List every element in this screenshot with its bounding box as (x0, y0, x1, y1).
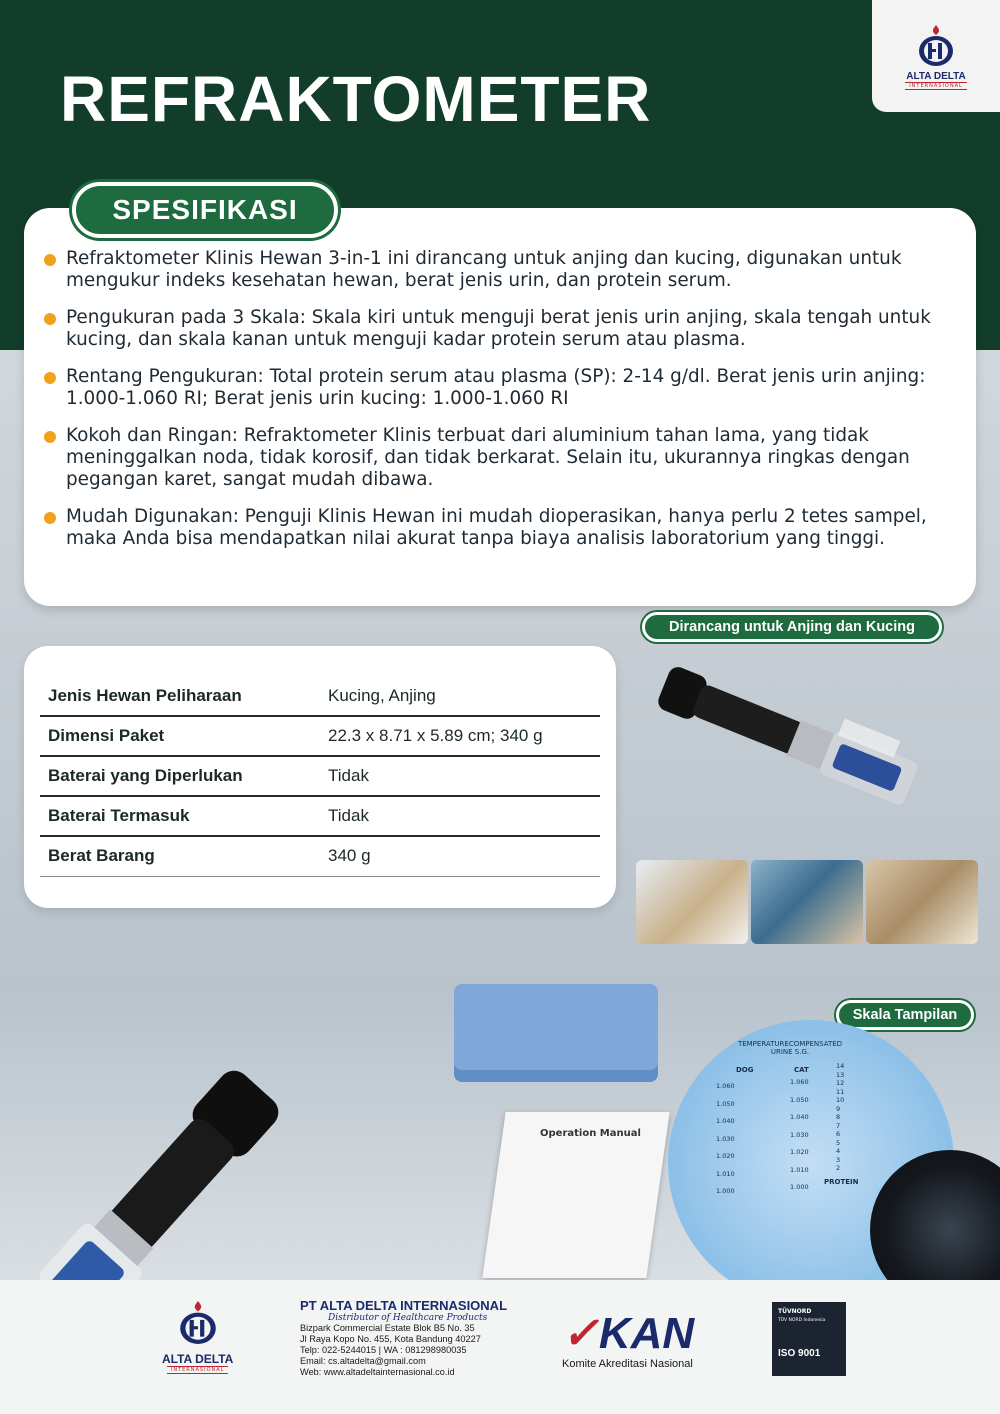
scale-tick-label: 8 (836, 1113, 841, 1121)
table-value: 22.3 x 8.71 x 5.89 cm; 340 g (320, 716, 600, 756)
spec-item (44, 506, 956, 550)
bullet-icon (44, 512, 56, 524)
scale-tick-label: 9 (836, 1104, 841, 1113)
brand-logo (872, 0, 1000, 112)
table-row (40, 836, 600, 876)
table-row (40, 676, 600, 716)
scale-tick-label: 1.010 (790, 1165, 809, 1174)
bullet-icon (44, 313, 56, 325)
scale-tick-label: 2 (836, 1164, 841, 1172)
company-tagline: Distributor of Healthcare Products (328, 1313, 488, 1323)
scale-protein-values (836, 1062, 844, 1173)
address-line: Bizpark Commercial Estate Blok B5 No. 35 (300, 1323, 475, 1333)
spec-item (44, 248, 956, 292)
page-title: REFRAKTOMETER (60, 63, 652, 135)
iso-badge (772, 1302, 846, 1376)
phone-line: Telp: 022-5244015 | WA : 081298980035 (300, 1345, 467, 1355)
scale-tick-label: 1.010 (716, 1169, 735, 1178)
tag-dog-cat: Dirancang untuk Anjing dan Kucing (642, 612, 942, 642)
table-value: Kucing, Anjing (320, 676, 600, 716)
photo-vet-dog-cat (636, 860, 748, 944)
scale-tick-label: 3 (836, 1155, 841, 1164)
scale-header: TEMPERATURECOMPENSATED URINE S.G. (737, 1040, 843, 1056)
logo-subtext: INTERNASIONAL (905, 82, 967, 90)
scale-tick-label: 14 (836, 1062, 845, 1070)
iso-subtext: TÜV NORD Indonesia (778, 1318, 826, 1323)
scale-tick-label: 1.000 (716, 1187, 735, 1195)
refractometer-closeup-image (40, 990, 370, 1290)
spec-list (44, 248, 956, 565)
iso-label: ISO 9001 (778, 1348, 821, 1359)
company-name: PT ALTA DELTA INTERNASIONAL (300, 1298, 508, 1313)
scale-tick-label: 6 (836, 1130, 841, 1138)
spec-item-text: Rentang Pengukuran: Total protein serum atau plasma (SP): 2-14 g/dl. Berat jenis urin anjing: 1.000-1.060 RI; Berat jenis urin kucing: 1.000-1.060 RI (66, 366, 926, 409)
carrying-case-image (454, 984, 658, 1082)
scale-tick-label: 1.050 (716, 1099, 735, 1108)
table-row (40, 716, 600, 756)
table-value: Tidak (320, 756, 600, 796)
scale-dog-label: DOG (736, 1066, 754, 1074)
tag-scale: Skala Tampilan (836, 1000, 974, 1030)
web-link[interactable]: Web: www.altadeltainternasional.co.id (300, 1367, 455, 1377)
table-key: Dimensi Paket (40, 716, 320, 756)
company-info (300, 1298, 507, 1378)
kan-mark-text: KAN (598, 1309, 695, 1358)
scale-tick-label: 4 (836, 1147, 841, 1155)
scale-cat-label: CAT (794, 1066, 809, 1074)
kan-subtext: Komite Akreditasi Nasional (562, 1358, 693, 1370)
scale-tick-label: 1.050 (790, 1095, 809, 1104)
scale-tick-label: 1.040 (716, 1117, 735, 1125)
footer-logo-text: ALTA DELTA (162, 1352, 234, 1366)
photo-family-dog (866, 860, 978, 944)
spec-item (44, 307, 956, 351)
spec-item-text: Kokoh dan Ringan: Refraktometer Klinis terbuat dari aluminium tahan lama, yang tidak meninggalkan noda, tidak korosif, dan tidak berkarat. Selain itu, ukurannya ringkas dengan pegangan karet, sangat mudah dibawa. (66, 425, 910, 490)
check-icon: ✓ (562, 1309, 599, 1358)
scale-tick-label: 1.060 (716, 1082, 735, 1090)
scale-tick-label: 5 (836, 1138, 841, 1147)
table-key: Baterai yang Diperlukan (40, 756, 320, 796)
bullet-icon (44, 372, 56, 384)
scale-tick-label: 13 (836, 1070, 845, 1079)
kan-logo (562, 1309, 695, 1370)
table-value: 340 g (320, 836, 600, 876)
spec-table (40, 676, 600, 877)
manual-title: Operation Manual (540, 1128, 641, 1139)
scale-tick-label: 1.030 (716, 1134, 735, 1143)
table-row (40, 756, 600, 796)
spec-item-text: Mudah Digunakan: Penguji Klinis Hewan ini mudah dioperasikan, hanya perlu 2 tetes sampel, maka Anda bisa mendapatkan nilai akurat tanpa biaya analisis laboratorium yang tinggi. (66, 506, 927, 549)
scale-tick-label: 1.000 (790, 1183, 809, 1191)
iso-brand: TÜVNORD (778, 1308, 812, 1315)
spec-heading: SPESIFIKASI (72, 182, 338, 238)
scale-tick-label: 12 (836, 1079, 845, 1087)
table-key: Baterai Termasuk (40, 796, 320, 836)
scale-cat-values (790, 1074, 809, 1197)
photo-vet-exam (751, 860, 863, 944)
footer-logo (162, 1296, 233, 1374)
table-value: Tidak (320, 796, 600, 836)
table-key: Jenis Hewan Peliharaan (40, 676, 320, 716)
spec-item-text: Pengukuran pada 3 Skala: Skala kiri untuk menguji berat jenis urin anjing, skala tengah untuk kucing, dan skala kanan untuk menguji kadar protein serum atau plasma. (66, 307, 931, 350)
scale-tick-label: 11 (836, 1087, 845, 1096)
scale-tick-label: 1.030 (790, 1130, 809, 1139)
scale-tick-label: 1.020 (790, 1148, 809, 1156)
refractometer-image (640, 660, 970, 840)
bullet-icon (44, 254, 56, 266)
scale-tick-label: 1.060 (790, 1078, 809, 1086)
kan-mark (562, 1309, 695, 1358)
table-key: Berat Barang (40, 836, 320, 876)
spec-item-text: Refraktometer Klinis Hewan 3-in-1 ini dirancang untuk anjing dan kucing, digunakan untuk mengukur indeks kesehatan hewan, berat jenis urin, dan protein serum. (66, 248, 902, 291)
scale-tick-label: 1.020 (716, 1152, 735, 1160)
alta-delta-logo-icon (915, 23, 957, 67)
logo-text: ALTA DELTA (906, 70, 966, 82)
spec-item (44, 366, 956, 410)
alta-delta-logo-icon (176, 1296, 220, 1348)
scale-tick-label: 1.040 (790, 1113, 809, 1121)
bullet-icon (44, 431, 56, 443)
scale-tick-label: 10 (836, 1096, 845, 1104)
table-row (40, 796, 600, 836)
spec-item (44, 425, 956, 491)
scale-tick-label: 7 (836, 1121, 841, 1130)
scale-dog-values (716, 1078, 735, 1201)
email-line: Email: cs.altadelta@gmail.com (300, 1356, 426, 1366)
address-line: Jl Raya Kopo No. 455, Kota Bandung 40227 (300, 1334, 481, 1344)
footer-logo-subtext: INTERNASIONAL (167, 1366, 229, 1374)
scale-protein-label: PROTEIN (824, 1178, 859, 1186)
